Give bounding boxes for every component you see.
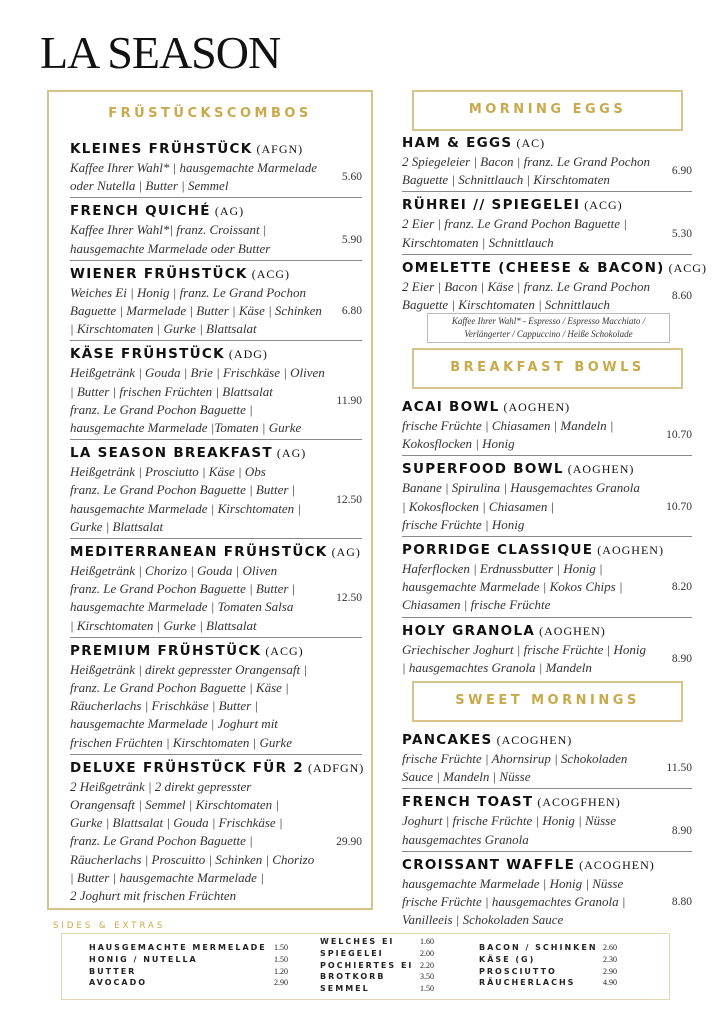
item-price: 5.90 xyxy=(341,233,362,246)
item-description-row xyxy=(402,479,692,534)
description-line: Haferflocken | Erdnussbutter | Honig | xyxy=(402,561,603,577)
item-price: 8.90 xyxy=(671,652,692,665)
item-description xyxy=(402,750,627,786)
side-name: AVOCADO xyxy=(89,978,148,988)
description-line: 2 Joghurt mit frischen Früchten xyxy=(70,888,237,904)
item-description-row xyxy=(70,221,362,257)
description-line: franz. Le Grand Pochon Baguette | xyxy=(70,401,253,417)
item-description xyxy=(70,159,317,195)
item-description-row xyxy=(402,417,692,453)
combos-heading: FRÜSTÜCKSCOMBOS xyxy=(108,106,312,121)
description-line: | Kokosflocken | Chiasamen | xyxy=(402,498,555,514)
bowls-list xyxy=(402,394,692,679)
item-title xyxy=(70,758,365,778)
side-price: 2.30 xyxy=(603,954,617,964)
side-item xyxy=(479,966,629,978)
description-line: hausgemachte Marmelade | Tomaten Salsa xyxy=(70,599,294,615)
item-allergens: (ACOGHEN) xyxy=(496,733,573,747)
side-price: 1.20 xyxy=(274,966,288,976)
item-price: 8.60 xyxy=(671,290,692,303)
item-name: HOLY GRANOLA xyxy=(402,622,536,639)
note-line: Verlängerter / Cappuccino / Heiße Schokolade xyxy=(464,329,633,339)
item-description-row xyxy=(70,562,362,635)
side-name: BROTKORB xyxy=(320,972,386,982)
item-allergens: (ACG) xyxy=(668,260,707,275)
menu-item xyxy=(402,618,692,679)
description-line: Kirschtomaten | Schnittlauch xyxy=(402,234,554,250)
item-name: DELUXE FRÜHSTÜCK FÜR 2 xyxy=(70,759,304,776)
menu-item xyxy=(402,456,692,537)
side-price: 3.50 xyxy=(420,972,434,982)
sides-column xyxy=(479,942,629,989)
description-line: frische Früchte | Honig xyxy=(402,516,525,532)
description-line: Heißgetränk | Gouda | Brie | Frischkäse | Oliven xyxy=(70,365,325,381)
side-price: 1.50 xyxy=(274,954,288,964)
description-line: frische Früchte | hausgemachtes Granola | xyxy=(402,894,626,910)
menu-item xyxy=(402,192,692,254)
item-allergens: (AG) xyxy=(214,204,245,219)
side-price: 1.60 xyxy=(420,937,434,946)
item-price: 11.50 xyxy=(666,762,692,775)
item-allergens: (AOGHEN) xyxy=(597,543,664,558)
side-name: PROSCIUTTO xyxy=(479,966,557,976)
description-line: Kaffee Ihrer Wahl*| franz. Croissant | xyxy=(70,222,267,238)
side-item xyxy=(320,983,450,995)
description-line: Sauce | Mandeln | Nüsse xyxy=(402,769,531,785)
item-price: 5.30 xyxy=(671,227,692,240)
description-line: Baguette | Kirschtomaten | Schnittlauch xyxy=(402,297,610,313)
side-name: POCHIERTES EI xyxy=(320,960,414,970)
menu-item xyxy=(70,341,362,440)
item-title xyxy=(70,264,362,284)
item-allergens: (ACG) xyxy=(251,266,291,281)
side-price: 1.50 xyxy=(420,984,434,994)
item-description-row xyxy=(402,875,692,930)
menu-item xyxy=(402,789,692,851)
item-description xyxy=(70,463,301,536)
item-title xyxy=(402,133,692,153)
description-line: Heißgetränk | direkt gepresster Orangensaft | xyxy=(70,661,307,677)
restaurant-title: LA SEASON xyxy=(40,27,281,78)
item-name: CROISSANT WAFFLE xyxy=(402,856,576,873)
item-title xyxy=(70,542,362,562)
item-allergens: (ACOGFHEN) xyxy=(537,795,621,810)
menu-item xyxy=(70,198,362,260)
description-line: Räucherlachs | Frischkäse | Butter | xyxy=(70,698,258,714)
item-allergens: (AC) xyxy=(516,136,546,150)
item-name: HAM & EGGS xyxy=(402,135,513,151)
item-description xyxy=(70,562,295,635)
menu-item xyxy=(402,852,692,932)
description-line: | hausgemachtes Granola | Mandeln xyxy=(402,659,592,675)
item-description xyxy=(70,364,325,437)
description-line: | Butter | frischen Früchten | Blattsalat xyxy=(70,383,273,399)
description-line: | Kirschtomaten | Gurke | Blattsalat xyxy=(70,321,257,337)
item-name: WIENER FRÜHSTÜCK xyxy=(70,265,248,282)
item-title xyxy=(402,459,692,479)
description-line: Gurke | Blattsalat xyxy=(70,518,164,534)
item-description-row xyxy=(70,778,362,905)
item-description xyxy=(70,221,270,257)
description-line: Kaffee Ihrer Wahl* | hausgemachte Marmelade xyxy=(70,160,318,175)
item-price: 29.90 xyxy=(336,835,362,848)
item-allergens: (AG) xyxy=(331,545,361,560)
item-name: LA SEASON BREAKFAST xyxy=(70,445,273,462)
item-allergens: (ADG) xyxy=(228,347,268,362)
side-price: 2.90 xyxy=(603,966,617,976)
item-allergens: (ADFGN) xyxy=(307,760,365,775)
bowls-heading: BREAKFAST BOWLS xyxy=(450,360,645,375)
item-description-row xyxy=(402,560,692,615)
item-description xyxy=(402,278,650,314)
description-line: hausgemachte Marmelade | Joghurt mit xyxy=(70,716,278,732)
item-title xyxy=(402,397,692,417)
item-price: 6.90 xyxy=(671,165,692,178)
item-title xyxy=(402,792,692,812)
side-item xyxy=(320,960,450,972)
item-allergens: (ACG) xyxy=(265,643,304,658)
sides-column xyxy=(320,936,450,995)
menu-item xyxy=(402,255,707,316)
item-description xyxy=(70,661,307,752)
item-description-row xyxy=(402,641,692,677)
menu-item xyxy=(402,394,692,456)
item-title xyxy=(402,195,692,215)
item-description-row xyxy=(70,159,362,195)
description-line: 2 Heißgetränk | 2 direkt gepresster xyxy=(70,778,252,794)
description-line: franz. Le Grand Pochon Baguette | xyxy=(70,833,253,849)
note-line: Kaffee Ihrer Wahl* - Espresso / Espresso Macchiato / xyxy=(451,316,646,326)
description-line: Orangensaft | Semmel | Kirschtomaten | xyxy=(70,797,279,813)
item-price: 12.50 xyxy=(336,592,362,605)
item-title xyxy=(70,139,362,159)
side-name: SEMMEL xyxy=(320,984,370,994)
description-line: Weiches Ei | Honig | franz. Le Grand Pochon xyxy=(70,284,306,300)
item-description xyxy=(402,875,625,930)
item-allergens: (ACOGHEN) xyxy=(579,857,655,872)
side-price: 2.60 xyxy=(603,943,617,952)
menu-item xyxy=(70,440,362,539)
item-price: 10.70 xyxy=(666,500,692,513)
description-line: franz. Le Grand Pochon Baguette | Käse | xyxy=(70,680,289,696)
description-line: 2 Eier | Bacon | Käse | franz. Le Grand Pochon xyxy=(402,278,650,294)
item-price: 5.60 xyxy=(341,171,362,184)
side-name: BACON / SCHINKEN xyxy=(479,943,598,952)
item-description xyxy=(402,417,613,453)
description-line: Gurke | Blattsalat | Gouda | Frischkäse | xyxy=(70,815,283,831)
item-description xyxy=(402,479,640,534)
side-item xyxy=(479,942,629,954)
item-description xyxy=(402,153,650,189)
item-price: 10.70 xyxy=(666,429,692,442)
side-price: 4.90 xyxy=(603,978,617,988)
item-description-row xyxy=(70,364,362,437)
side-item xyxy=(320,948,450,960)
item-description xyxy=(70,778,314,905)
item-name: PREMIUM FRÜHSTÜCK xyxy=(70,642,262,659)
description-line: frische Früchte | Ahornsirup | Schokoladen xyxy=(402,751,628,766)
description-line: Baguette | Marmelade | Butter | Käse | Schinken xyxy=(70,303,322,319)
item-name: MEDITERRANEAN FRÜHSTÜCK xyxy=(70,544,328,561)
description-line: 2 Eier | franz. Le Grand Pochon Baguette | xyxy=(402,216,627,232)
description-line: hausgemachte Marmelade | Kirschtomaten | xyxy=(70,500,301,516)
description-line: hausgemachte Marmelade oder Butter xyxy=(70,240,271,256)
description-line: hausgemachtes Granola xyxy=(402,831,529,847)
side-item xyxy=(479,954,629,966)
description-line: Heißgetränk | Chorizo | Gouda | Oliven xyxy=(70,563,278,579)
item-title xyxy=(402,540,692,560)
item-title xyxy=(70,344,362,364)
item-description-row xyxy=(402,750,692,786)
item-name: OMELETTE (CHEESE & BACON) xyxy=(402,259,665,276)
item-description-row xyxy=(70,463,362,536)
side-name: HONIG / NUTELLA xyxy=(89,954,198,964)
description-line: frischen Früchten | Kirschtomaten | Gurke xyxy=(70,734,292,750)
description-line: hausgemachte Marmelade | Kokos Chips | xyxy=(402,579,623,595)
item-title xyxy=(402,855,692,875)
coffee-note xyxy=(427,313,670,343)
description-line: Baguette | Schnittlauch | Kirschtomaten xyxy=(402,172,610,188)
description-line: | Kirschtomaten | Gurke | Blattsalat xyxy=(70,617,257,633)
eggs-heading: MORNING EGGS xyxy=(468,102,627,117)
description-line: Kokosflocken | Honig xyxy=(402,436,515,452)
description-line: hausgemachte Marmelade |Tomaten | Gurke xyxy=(70,420,302,436)
combos-list xyxy=(70,136,365,907)
menu-item xyxy=(402,537,692,618)
sides-column xyxy=(89,942,289,989)
description-line: Vanilleeis | Schokoladen Sauce xyxy=(402,912,564,928)
side-name: SPIEGELEI xyxy=(320,948,384,958)
item-name: PORRIDGE CLASSIQUE xyxy=(402,542,594,559)
item-name: FRENCH TOAST xyxy=(402,794,534,811)
description-line: Banane | Spirulina | Hausgemachtes Granola xyxy=(402,480,640,496)
item-allergens: (AOGHEN) xyxy=(503,400,571,414)
side-price: 1.50 xyxy=(274,943,288,952)
sweet-heading: SWEET MORNINGS xyxy=(455,693,640,708)
description-line: Joghurt | frische Früchte | Honig | Nüsse xyxy=(402,813,617,829)
description-line: Heißgetränk | Prosciutto | Käse | Obs xyxy=(70,464,266,480)
side-name: HAUSGEMACHTE MERMELADE xyxy=(89,943,267,952)
menu-item xyxy=(402,727,692,789)
menu-item xyxy=(70,638,362,755)
item-title xyxy=(402,621,692,641)
item-title xyxy=(70,443,362,463)
item-price: 8.20 xyxy=(671,581,692,594)
side-name: KÄSE (G) xyxy=(479,954,536,964)
description-line: Räucherlachs | Proscuitto | Schinken | Chorizo xyxy=(70,851,315,867)
item-title xyxy=(402,730,692,750)
side-item xyxy=(320,936,450,948)
side-price: 2.20 xyxy=(420,960,434,970)
item-price: 6.80 xyxy=(341,305,362,318)
item-description-row xyxy=(402,812,692,848)
menu-item xyxy=(70,136,362,198)
item-allergens: (AFGN) xyxy=(256,142,304,156)
side-item xyxy=(89,942,289,954)
side-name: RÄUCHERLACHS xyxy=(479,978,576,988)
side-price: 2.00 xyxy=(420,948,434,958)
item-price: 8.90 xyxy=(671,824,692,837)
item-name: FRENCH QUICHÉ xyxy=(70,203,211,220)
side-item xyxy=(320,971,450,983)
item-price: 12.50 xyxy=(336,493,362,506)
side-item xyxy=(89,966,289,978)
description-line: | Butter | hausgemachte Marmelade | xyxy=(70,869,264,885)
side-price: 2.90 xyxy=(274,978,288,988)
item-allergens: (ACG) xyxy=(584,198,623,213)
item-name: KÄSE FRÜHSTÜCK xyxy=(70,346,225,363)
sweet-list xyxy=(402,727,692,931)
description-line: hausgemachte Marmelade | Honig | Nüsse xyxy=(402,875,624,891)
menu-item xyxy=(70,539,362,638)
sides-heading: SIDES & EXTRAS xyxy=(53,921,166,931)
item-description-row xyxy=(402,278,692,314)
item-price: 11.90 xyxy=(336,394,362,407)
side-item xyxy=(89,954,289,966)
item-name: SUPERFOOD BOWL xyxy=(402,461,564,478)
side-name: BUTTER xyxy=(89,966,137,976)
item-name: RÜHREI // SPIEGELEI xyxy=(402,197,581,214)
item-name: ACAI BOWL xyxy=(402,399,500,415)
item-description xyxy=(402,560,623,615)
menu-item xyxy=(402,130,692,192)
item-description-row xyxy=(402,153,692,189)
item-description xyxy=(402,641,646,677)
description-line: Griechischer Joghurt | frische Früchte | Honig xyxy=(402,641,646,657)
menu-item xyxy=(70,755,365,907)
item-name: KLEINES FRÜHSTÜCK xyxy=(70,141,253,157)
item-description-row xyxy=(402,215,692,251)
side-item xyxy=(479,977,629,989)
side-name: WELCHES EI xyxy=(320,937,395,946)
side-item xyxy=(89,977,289,989)
description-line: franz. Le Grand Pochon Baguette | Butter | xyxy=(70,482,296,498)
item-name: PANCAKES xyxy=(402,732,493,748)
item-allergens: (AOGHEN) xyxy=(567,462,635,477)
description-line: franz. Le Grand Pochon Baguette | Butter | xyxy=(70,581,296,597)
item-description xyxy=(402,215,627,251)
item-description xyxy=(70,284,322,339)
item-allergens: (AOGHEN) xyxy=(539,623,606,638)
item-title xyxy=(70,641,362,661)
menu-item xyxy=(70,261,362,342)
item-allergens: (AG) xyxy=(276,446,307,461)
description-line: oder Nutella | Butter | Semmel xyxy=(70,178,229,194)
item-price: 8.80 xyxy=(671,896,692,909)
item-title xyxy=(402,258,707,278)
description-line: frische Früchte | Chiasamen | Mandeln | xyxy=(402,418,614,433)
item-description xyxy=(402,812,616,848)
item-description-row xyxy=(70,284,362,339)
eggs-list xyxy=(402,130,707,316)
description-line: Chiasamen | frische Früchte xyxy=(402,597,551,613)
item-title xyxy=(70,201,362,221)
item-description-row xyxy=(70,661,362,752)
description-line: 2 Spiegeleier | Bacon | franz. Le Grand Pochon xyxy=(402,154,650,169)
